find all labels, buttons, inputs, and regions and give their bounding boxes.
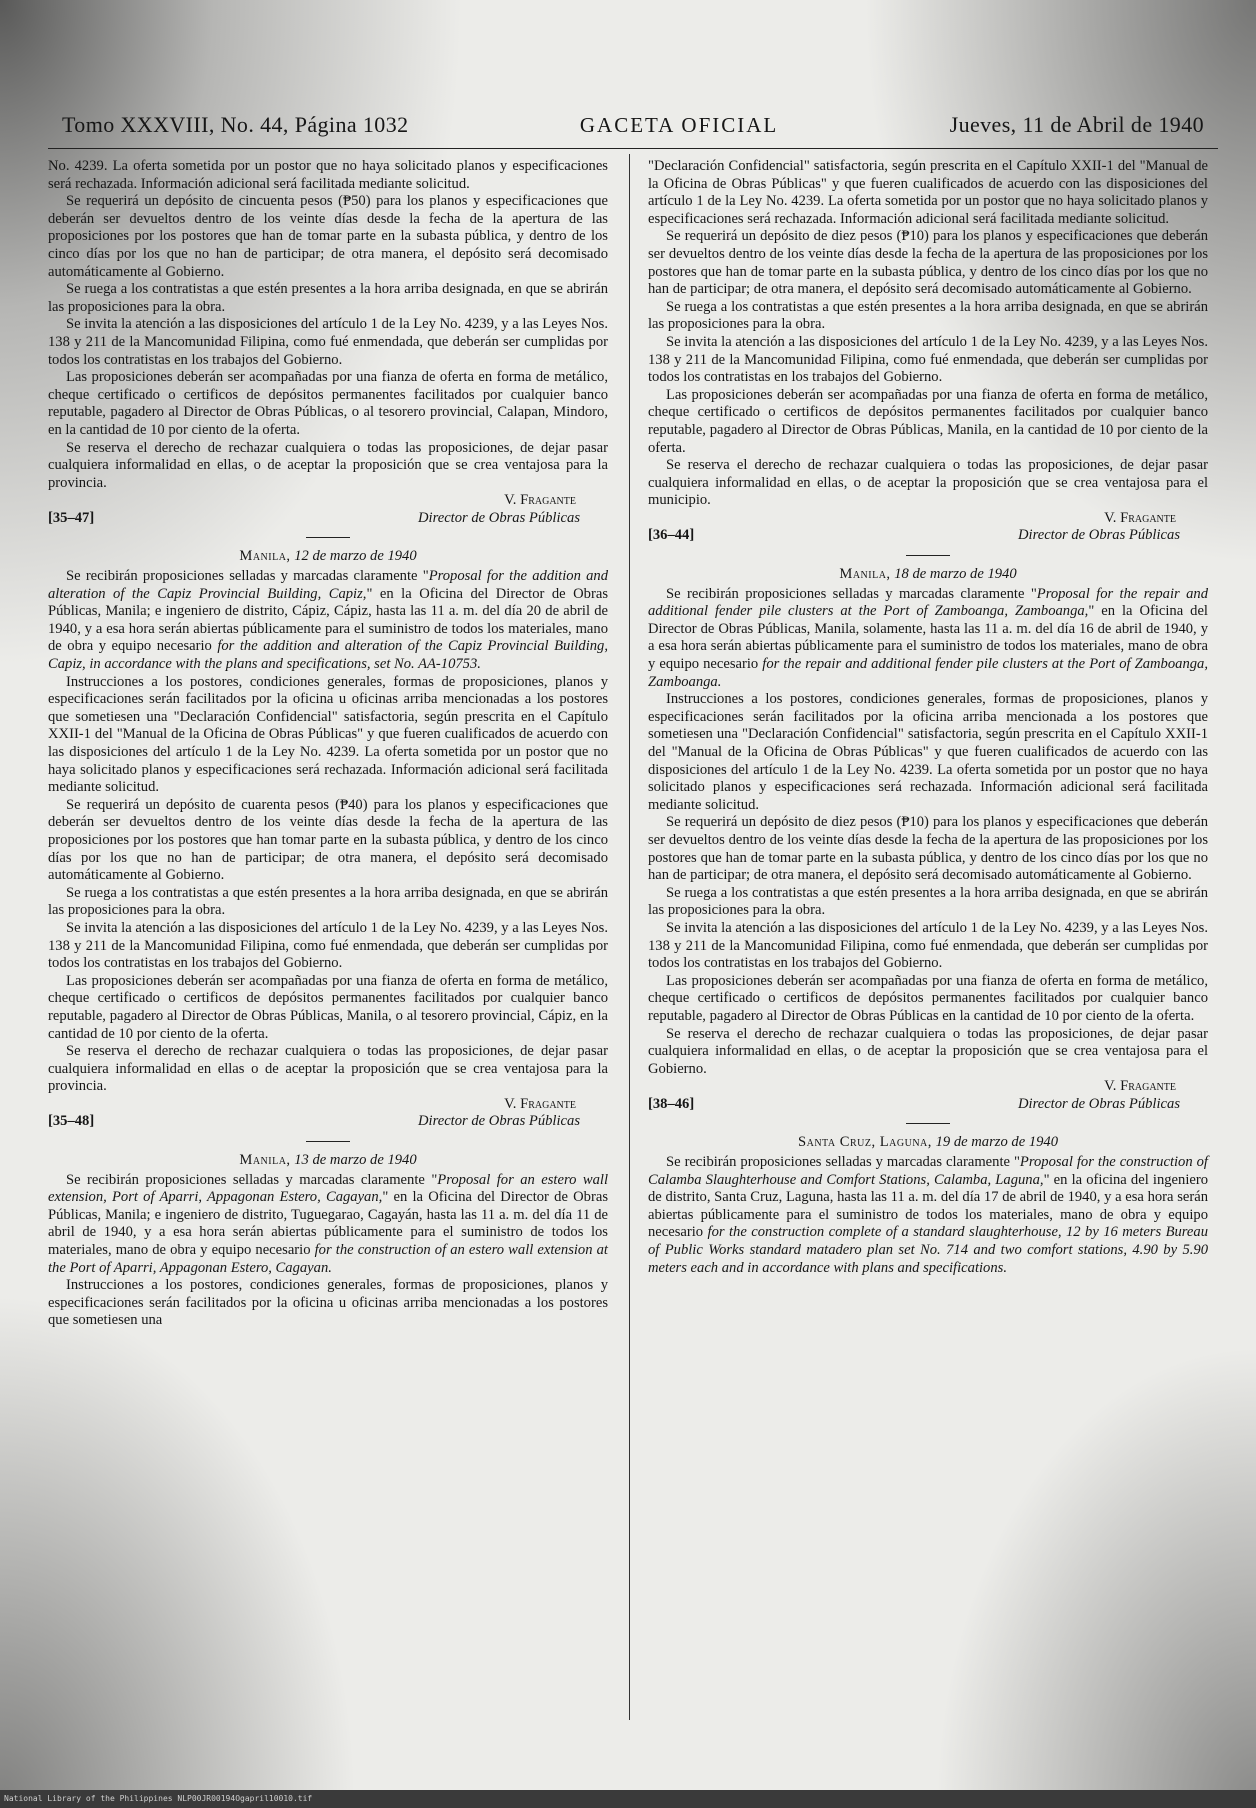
paragraph: Se reserva el derecho de rechazar cualquiera o todas las proposiciones, de dejar pasar cualquiera informalidad en ellas, o de aceptar la proposición que se crea ventajosa para el municipio.	[648, 457, 1208, 509]
signature-name: V. Fragante	[1104, 509, 1176, 526]
italic-text: for the construction of an estero wall extension at the Port of Aparri, Appagonan Estero, Cagayan.	[48, 1242, 608, 1276]
signature-name: V. Fragante	[504, 492, 576, 509]
notice-separator	[906, 1123, 950, 1124]
paragraph: Se requerirá un depósito de diez pesos (₱10) para los planos y especificaciones que deberán ser devueltos dentro de los veinte días desde la fecha de la apertura de las proposiciones por los postores que han de tomar parte en la subasta pública, y dentro de los cinco días por los que no han de participar; de otra manera, el depósito será decomisado automáticamente al Gobierno.	[648, 228, 1208, 298]
scan-footer: National Library of the Philippines NLP00JR00194Ogapril10010.tif	[0, 1790, 1256, 1808]
header-date: Jueves, 11 de Abril de 1940	[949, 112, 1204, 137]
signature-name: V. Fragante	[504, 1095, 576, 1112]
text-run: Se recibirán proposiciones selladas y marcadas claramente "	[66, 568, 429, 585]
italic-text: for the repair and additional fender pile clusters at the Port of Zamboanga, Zamboanga.	[648, 656, 1208, 690]
paragraph	[48, 568, 608, 674]
paragraph: Se requerirá un depósito de cuarenta pesos (₱40) para los planos y especificaciones que deberán ser devueltos dentro de los veinte días desde la fecha de la apertura de las proposiciones por los postores que han tomar parte en la subasta pública, y dentro de los cinco días por los que no han de participar; de otra manera, el depósito será decomisado automáticamente al Gobierno.	[48, 796, 608, 884]
paragraph	[648, 1154, 1208, 1277]
signature-title: Director de Obras Públicas	[1018, 1095, 1180, 1112]
notice-reference: [35–48]	[48, 1113, 95, 1130]
paragraph: Las proposiciones deberán ser acompañadas por una fianza de oferta en forma de metálico, cheque certificado o certificos de depósitos permanentes facilitados por cualquier banco reputable, pagadero al Director de Obras Públicas en la cantidad de 10 por ciento de la oferta.	[648, 972, 1208, 1024]
paragraph: Las proposiciones deberán ser acompañadas por una fianza de oferta en forma de metálico, cheque certificado o certificos de depósitos permanentes facilitados por cualquier banco reputable, pagadero al Director de Obras Públicas, Manila, en la cantidad de 10 por ciento de la oferta.	[648, 386, 1208, 456]
notice-dateline	[648, 1134, 1208, 1152]
paragraph: Se invita la atención a las disposiciones del artículo 1 de la Ley No. 4239, y a las Leyes Nos. 138 y 211 de la Mancomunidad Filipina, como fué enmendada, que deberán ser cumplidas por todos los contratistas en los trabajos del Gobierno.	[48, 919, 608, 972]
column-divider	[629, 154, 630, 1720]
paragraph: Se invita la atención a las disposiciones del artículo 1 de la Ley No. 4239, y a las Leyes Nos. 138 y 211 de la Mancomunidad Filipina, como fué enmendada, que deberán ser cumplidas por todos los contratistas en los trabajos del Gobierno.	[648, 333, 1208, 386]
header-rule	[48, 148, 1218, 149]
italic-title: Proposal for the construction of Calamba Slaughterhouse and Comfort Stations, Calamba, Laguna,	[648, 1154, 1208, 1188]
text-run: Se recibirán proposiciones selladas y marcadas claramente "	[666, 1154, 1020, 1171]
notice-separator	[906, 555, 950, 556]
dateline-date: 12 de marzo de 1940	[294, 548, 417, 565]
paragraph	[648, 586, 1208, 692]
dateline-date: 18 de marzo de 1940	[894, 566, 1017, 583]
text-run: Se recibirán proposiciones selladas y marcadas claramente "	[66, 1171, 438, 1188]
notice-separator	[306, 1141, 350, 1142]
notice-reference: [36–44]	[648, 527, 695, 544]
right-column	[648, 158, 1208, 1277]
signature-title: Director de Obras Públicas	[418, 1113, 580, 1130]
paragraph: Se ruega a los contratistas a que estén presentes a la hora arriba designada, en que se abrirán las proposiciones para la obra.	[48, 281, 608, 315]
paragraph: Se requerirá un depósito de diez pesos (₱10) para los planos y especificaciones que deberán ser devueltos dentro de los veinte días desde la fecha de la apertura de las proposiciones por los postores que han de tomar parte en la subasta pública, y dentro de los cinco días por los que no han de participar; de otra manera, el depósito será decomisado automáticamente al Gobierno.	[648, 814, 1208, 884]
left-column	[48, 158, 608, 1330]
header-title: GACETA OFICIAL	[579, 112, 779, 137]
paragraph: Se reserva el derecho de rechazar cualquiera o todas las proposiciones, de dejar pasar cualquiera informalidad en ellas, o de aceptar la proposición que se crea ventajosa para el Gobierno.	[648, 1025, 1208, 1077]
dateline-place: Manila,	[239, 1152, 291, 1169]
notice-reference: [35–47]	[48, 509, 95, 526]
paragraph: "Declaración Confidencial" satisfactoria, según prescrita en el Capítulo XXII-1 del "Manual de la Oficina de Obras Públicas" y que fueren cualificados de acuerdo con las disposiciones del artículo 1 de la Ley No. 4239. La oferta sometida por un postor que no haya solicitado planos y especificaciones será rechazada. Información adicional será facilitada mediante solicitud.	[648, 158, 1208, 227]
paragraph: No. 4239. La oferta sometida por un postor que no haya solicitado planos y especificaciones será rechazada. Información adicional será facilitada mediante solicitud.	[48, 158, 608, 192]
paragraph: Se ruega a los contratistas a que estén presentes a la hora arriba designada, en que se abrirán las proposiciones para la obra.	[648, 884, 1208, 919]
signature-block	[48, 1113, 608, 1131]
notice-separator	[306, 537, 350, 538]
signature-block	[648, 527, 1208, 545]
paragraph: Instrucciones a los postores, condiciones generales, formas de proposiciones, planos y especificaciones serán facilitados por la oficina u oficinas arriba mencionadas a los postores que sometiesen una	[48, 1277, 608, 1329]
header-volume: Tomo XXXVIII, No. 44, Página 1032	[62, 112, 409, 137]
text-run: " en la Oficina del Director de Obras Públicas, Manila, solamente, hasta las 11 a. m. del día 16 de abril de 1940, y a esa hora serán abiertas públicamente para el suministro de todos los materiales, mano de obra y equipo necesario	[648, 603, 1208, 673]
signature-block	[648, 1096, 1208, 1114]
dateline-place: Santa Cruz, Laguna,	[797, 1134, 932, 1151]
paragraph: Las proposiciones deberán ser acompañadas por una fianza de oferta en forma de metálico, cheque certificado o certificos de depósitos permanentes facilitados por cualquier banco reputable, pagadero al Director de Obras Públicas, o al tesorero provincial, Calapan, Mindoro, en la cantidad de 10 por ciento de la oferta.	[48, 369, 608, 438]
paragraph: Se invita la atención a las disposiciones del artículo 1 de la Ley No. 4239, y a las Leyes Nos. 138 y 211 de la Mancomunidad Filipina, como fué enmendada, que deberán ser cumplidas por todos los contratistas en los trabajos del Gobierno.	[48, 316, 608, 368]
page-header	[62, 108, 1204, 142]
dateline-place: Manila,	[239, 548, 291, 565]
paragraph: Se ruega a los contratistas a que estén presentes a la hora arriba designada, en que se abrirán las proposiciones para la obra.	[648, 298, 1208, 333]
dateline-date: 13 de marzo de 1940	[294, 1152, 417, 1169]
text-run: " en la oficina del ingeniero de distrito, Santa Cruz, Laguna, hasta las 11 a. m. del día 17 de abril de 1940, y a esa hora serán abiertas públicamente para el suministro de todos los materiales, mano de obra y equipo necesario	[648, 1171, 1209, 1241]
dateline-date: 19 de marzo de 1940	[935, 1134, 1059, 1151]
notice-dateline	[48, 1152, 608, 1170]
notice-dateline	[648, 566, 1208, 584]
paragraph: Se reserva el derecho de rechazar cualquiera o todas las proposiciones, de dejar pasar cualquiera informalidad en ellas o de aceptar la proposición que se crea ventajosa para la provincia.	[48, 1043, 608, 1095]
text-run: " en la Oficina del Director de Obras Públicas, Manila; e ingeniero de distrito, Cápiz, Cápiz, hasta las 11 a. m. del día 20 de abril de 1940, y a esa hora serán abiertas públicamente para el suministro de todos los materiales, mano de obra y equipo necesario	[48, 585, 608, 655]
notice-dateline	[48, 548, 608, 566]
paragraph: Instrucciones a los postores, condiciones generales, formas de proposiciones, planos y especificaciones serán facilitados por la oficina arriba mencionada a los postores que sometiesen una "Declaración Confidencial" satisfactoria, según prescrita en el Capítulo XXII-1 del "Manual de la Oficina de Obras Públicas" y que fueren cualificados de acuerdo con las disposiciones del artículo 1 de la Ley No. 4239. La oferta sometida por un postor que no haya solicitado planos y especificaciones será rechazada. Información adicional será facilitada mediante solicitud.	[648, 691, 1208, 813]
dateline-place: Manila,	[839, 566, 891, 583]
signature-block	[48, 510, 608, 528]
paragraph: Las proposiciones deberán ser acompañadas por una fianza de oferta en forma de metálico, cheque certificado o certificos de depósitos permanentes facilitados por cualquier banco reputable, pagadero al Director de Obras Públicas, Manila, o al tesorero provincial, Cápiz, en la cantidad de 10 por ciento de la oferta.	[48, 972, 608, 1042]
text-run: Se recibirán proposiciones selladas y marcadas claramente "	[666, 585, 1037, 602]
paragraph: Se reserva el derecho de rechazar cualquiera o todas las proposiciones, de dejar pasar cualquiera informalidad en ellas, o de aceptar la proposición que se crea ventajosa para la provincia.	[48, 439, 608, 491]
paragraph	[48, 1172, 608, 1278]
signature-title: Director de Obras Públicas	[1018, 527, 1180, 544]
signature-title: Director de Obras Públicas	[418, 509, 580, 526]
paragraph: Instrucciones a los postores, condiciones generales, formas de proposiciones, planos y especificaciones serán facilitados por la oficina u oficinas arriba mencionadas a los postores que sometiesen una "Declaración Confidencial" satisfactoria, según prescrita en el Capítulo XXII-1 del "Manual de la Oficina de Obras Públicas" y que fueren cualificados de acuerdo con las disposiciones del artículo 1 de la Ley No. 4239. La oferta sometida por un postor que no haya solicitado planos y especificaciones será rechazada. Información adicional será facilitada mediante solicitud.	[48, 673, 608, 796]
paragraph: Se invita la atención a las disposiciones del artículo 1 de la Ley No. 4239, y a las Leyes Nos. 138 y 211 de la Mancomunidad Filipina, como fué enmendada, que deberán ser cumplidas por todos los contratistas en los trabajos del Gobierno.	[648, 919, 1208, 972]
notice-reference: [38–46]	[648, 1095, 695, 1112]
signature-name: V. Fragante	[1104, 1078, 1176, 1095]
paragraph: Se requerirá un depósito de cincuenta pesos (₱50) para los planos y especificaciones que deberán ser devueltos dentro de los veinte días desde la fecha de la apertura de las proposiciones por los postores que han de tomar parte en la subasta pública, y dentro de los cinco días por los que no han de participar; de otra manera, el depósito será decomisado automáticamente al Gobierno.	[48, 193, 608, 280]
italic-text: for the construction complete of a standard slaughterhouse, 12 by 16 meters Bureau of Public Works standard matadero plan set No. 714 and two comfort stations, 4.90 by 5.90 meters each and in accordance with plans and specifications.	[648, 1224, 1208, 1276]
italic-text: for the addition and alteration of the Capiz Provincial Building, Capiz, in accordance with the plans and specifications, set No. AA-10753.	[48, 638, 609, 673]
italic-title: Proposal for an estero wall extension, Port of Aparri, Appagonan Estero, Cagayan,	[48, 1171, 608, 1206]
paragraph: Se ruega a los contratistas a que estén presentes a la hora arriba designada, en que se abrirán las proposiciones para la obra.	[48, 884, 608, 919]
text-run: " en la Oficina del Director de Obras Públicas, Manila; e ingeniero de distrito, Tuguegarao, Cagayán, hasta las 11 a. m. del día 11 de abril de 1940, y a esa hora serán abiertas públicamente para el suministro de todos los materiales, mano de obra y equipo necesario	[48, 1189, 608, 1259]
italic-title: Proposal for the repair and additional fender pile clusters at the Port of Zamboanga, Zamboanga,	[648, 585, 1208, 620]
italic-title: Proposal for the addition and alteration of the Capiz Provincial Building, Capiz,	[48, 568, 609, 602]
